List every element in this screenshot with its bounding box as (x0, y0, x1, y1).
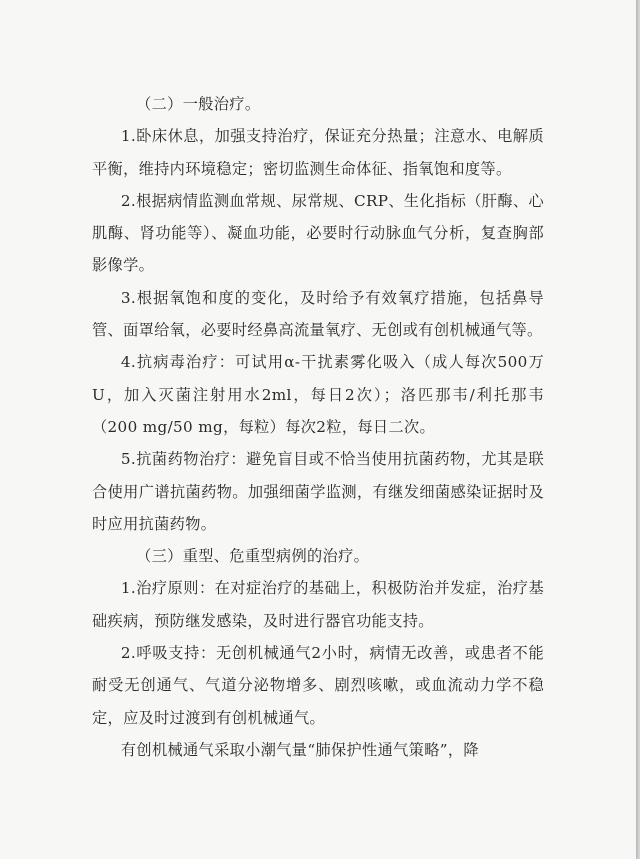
paragraph-treatment-principles: 1.治疗原则：在对症治疗的基础上，积极防治并发症，治疗基础疾病，预防继发感染，及时进行器官功能支持。 (92, 579, 544, 630)
paragraph-monitoring: 2.根据病情监测血常规、尿常规、CRP、生化指标（肝酶、心肌酶、肾功能等）、凝血功能，必要时行动脉血气分析，复查胸部影像学。 (92, 191, 544, 275)
section-heading-severe-cases: （三）重型、危重型病例的治疗。 (136, 547, 370, 566)
paragraph-antibacterial-therapy: 5.抗菌药物治疗：避免盲目或不恰当使用抗菌药物，尤其是联合使用广谱抗菌药物。加强细菌学监测，有继发细菌感染证据时及时应用抗菌药物。 (92, 450, 544, 533)
paragraph-antiviral-therapy: 4.抗病毒治疗：可试用α-干扰素雾化吸入（成人每次500万U，加入灭菌注射用水2ml，每日2次）；洛匹那韦/利托那韦（200 mg/50 mg，每粒）每次2粒，每日二次。 (92, 353, 544, 436)
paragraph-invasive-ventilation: 有创机械通气采取小潮气量“肺保护性通气策略”，降 (120, 740, 479, 759)
section-heading-general-treatment: （二）一般治疗。 (136, 95, 261, 113)
paragraph-respiratory-support: 2.呼吸支持：无创机械通气2小时，病情无改善，或患者不能耐受无创通气、气道分泌物增多、剧烈咳嗽，或血流动力学不稳定，应及时过渡到有创机械通气。 (92, 644, 544, 727)
paragraph-bed-rest: 1.卧床休息，加强支持治疗，保证充分热量；注意水、电解质平衡，维持内环境稳定；密切监测生命体征、指氧饱和度等。 (92, 127, 544, 178)
paragraph-oxygen-therapy: 3.根据氧饱和度的变化，及时给予有效氧疗措施，包括鼻导管、面罩给氧，必要时经鼻高流量氧疗、无创或有创机械通气等。 (92, 288, 544, 340)
document-body (92, 88, 544, 766)
